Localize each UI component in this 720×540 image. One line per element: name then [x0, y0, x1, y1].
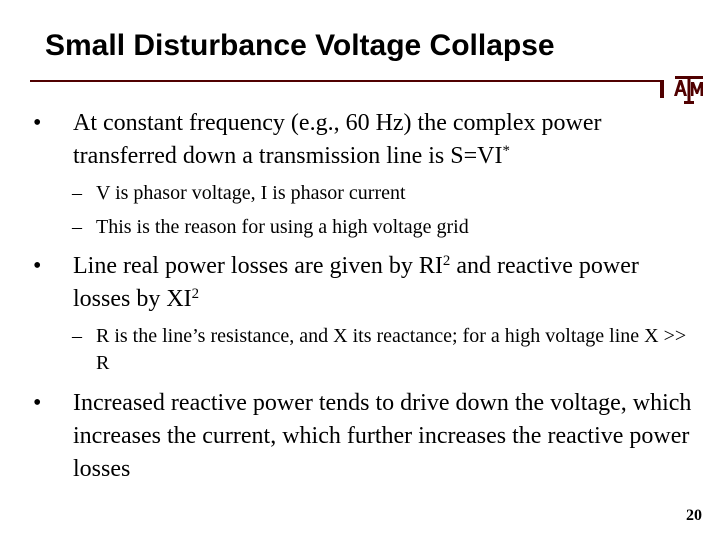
page-number: 20	[686, 507, 702, 524]
bullet-3-text: Increased reactive power tends to drive down the voltage, which increases the current, which further increases the reactive power losses	[73, 390, 692, 482]
conjugate-superscript: *	[502, 142, 510, 159]
bullet-1	[33, 107, 698, 173]
bullet-2	[33, 250, 698, 316]
sub-bullet-1-2	[72, 214, 692, 241]
bullet-1-text: At constant frequency (e.g., 60 Hz) the complex power transferred down a transmission line is S=VI	[73, 110, 602, 169]
bullet-mark: •	[33, 253, 42, 279]
sub-bullet-mark: –	[72, 325, 82, 347]
slide-title: Small Disturbance Voltage Collapse	[45, 29, 555, 62]
bullet-mark: •	[33, 110, 42, 136]
bullet-2-text-cont: and reactive power losses by XI	[73, 253, 639, 312]
bullet-3	[33, 387, 698, 486]
bullet-2-text: Line real power losses are given by RI	[73, 253, 443, 279]
squared-superscript: 2	[191, 285, 200, 302]
sub-bullet-mark: –	[72, 216, 82, 238]
bullet-mark: •	[33, 390, 42, 416]
sub-bullet-mark: –	[72, 182, 82, 204]
squared-superscript: 2	[442, 252, 451, 269]
sub-bullet-2-1	[72, 323, 692, 377]
sub-bullet-text: V is phasor voltage, I is phasor current	[96, 182, 406, 204]
sub-bullet-1-1	[72, 180, 692, 207]
sub-bullet-text: R is the line’s resistance, and X its reactance; for a high voltage line X >> R	[96, 325, 687, 374]
sub-bullet-text: This is the reason for using a high voltage grid	[96, 216, 469, 238]
